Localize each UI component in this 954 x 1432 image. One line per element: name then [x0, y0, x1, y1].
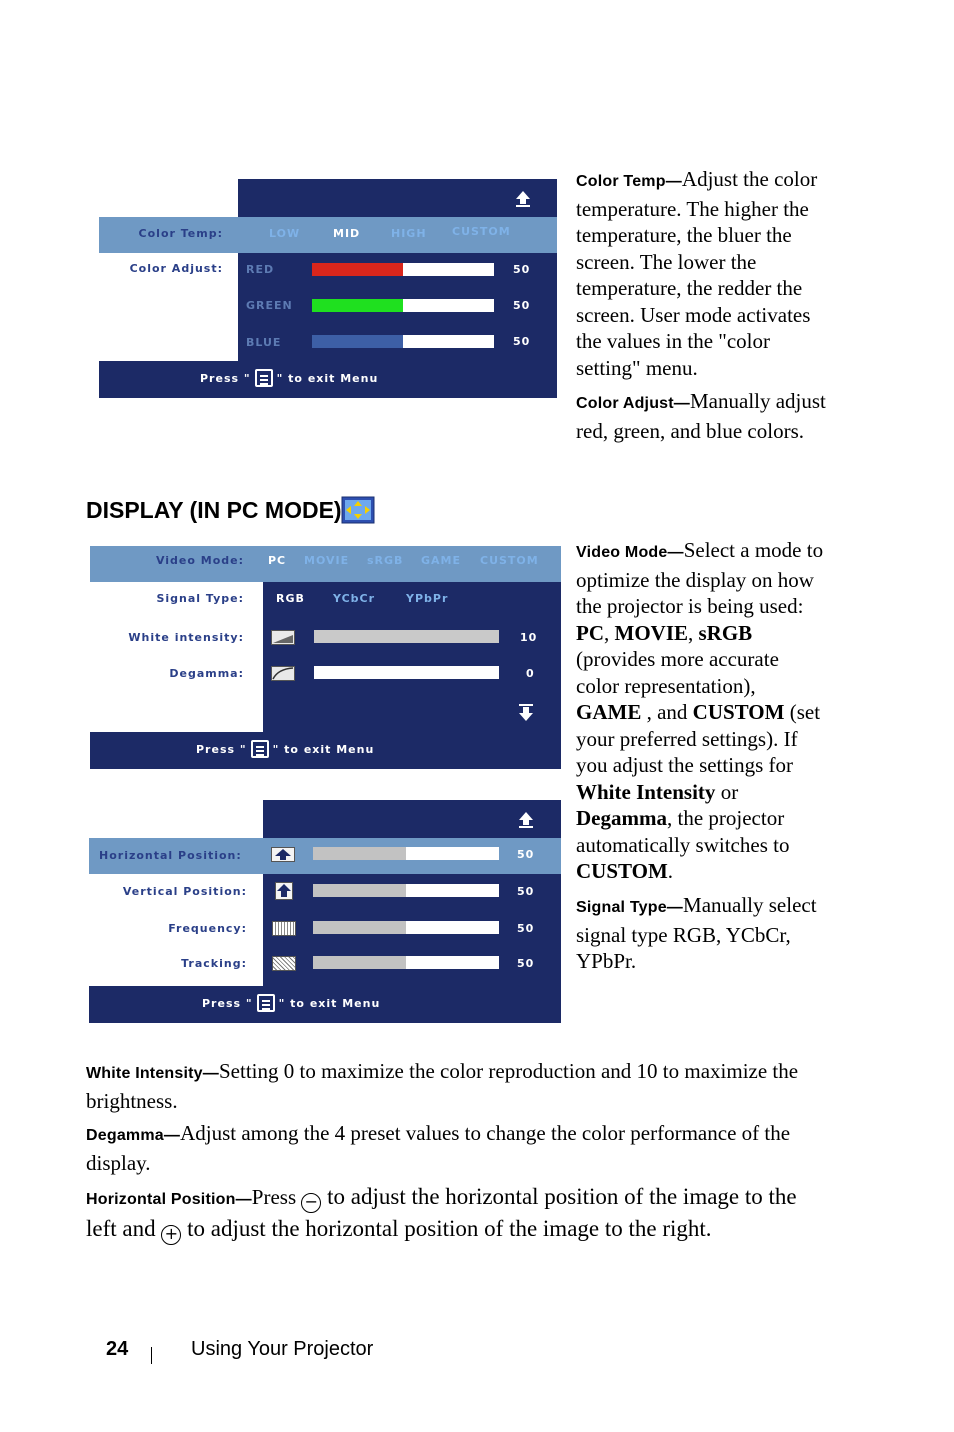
footer-divider	[151, 1347, 152, 1364]
horizontal-position-slider[interactable]	[313, 847, 499, 860]
green-slider-fill	[312, 299, 403, 312]
signal-type-option-rgb[interactable]: RGB	[276, 592, 305, 605]
color-temp-term: Color Temp—	[576, 173, 682, 190]
vertical-position-icon	[275, 882, 293, 900]
degamma-paragraph	[86, 1120, 826, 1176]
exit-tail-text: " to exit Menu	[276, 371, 379, 385]
video-mode-text-5: , the projector automatically switches to	[576, 806, 790, 857]
menu-button-icon	[255, 369, 273, 387]
channel-label-blue: BLUE	[246, 336, 282, 349]
degamma-value: 0	[526, 667, 535, 680]
mode-pc: PC	[576, 620, 604, 645]
blue-slider-fill	[312, 335, 403, 348]
color-temp-option-mid[interactable]: MID	[333, 227, 361, 240]
video-mode-paragraph: Video Mode—Select a mode to optimize the display on how the projector is being used: PC, MOVIE, sRGB (provides more accurate color representation), GAME , and CUSTOM (set your preferred settings). If you adjust the settings for White Intensity or Degamma, the projector automatically switches to CUSTOM.	[576, 538, 824, 883]
video-mode-option-game[interactable]: GAME	[421, 554, 462, 567]
white-intensity-slider-fill	[314, 630, 499, 643]
degamma-ref: Degamma	[576, 806, 667, 830]
color-temp-option-high[interactable]: HIGH	[391, 227, 427, 240]
white-intensity-paragraph	[86, 1058, 826, 1114]
vertical-position-value: 50	[517, 885, 535, 898]
exit-hint	[200, 369, 378, 387]
exit-press-text: Press "	[196, 742, 247, 756]
display-settings-icon	[341, 496, 375, 524]
video-mode-option-pc[interactable]: PC	[268, 554, 287, 567]
horizontal-position-label: Horizontal Position:	[99, 849, 242, 862]
hpos-text-2: to adjust the horizontal position of the image to the left and	[86, 1184, 797, 1241]
signal-type-label: Signal Type:	[156, 592, 244, 605]
frequency-slider[interactable]	[313, 921, 499, 934]
white-intensity-slider[interactable]	[314, 630, 499, 643]
color-adjust-paragraph	[576, 388, 826, 444]
green-slider[interactable]	[312, 299, 494, 312]
osd-panel-position	[89, 800, 561, 1023]
white-intensity-description: Setting 0 to maximize the color reproduction and 10 to maximize the brightness.	[86, 1059, 799, 1113]
vertical-position-slider-fill	[313, 884, 406, 897]
color-adjust-label: Color Adjust:	[129, 262, 223, 275]
video-mode-text-1: Select a mode to optimize the display on how the projector is being used:	[576, 538, 824, 618]
red-value: 50	[513, 263, 531, 276]
horizontal-position-paragraph	[86, 1182, 831, 1245]
white-intensity-term: White Intensity—	[86, 1065, 219, 1082]
blue-slider[interactable]	[312, 335, 494, 348]
frequency-icon	[272, 921, 296, 936]
mode-movie: MOVIE	[614, 620, 688, 645]
osd-panel-color	[99, 179, 557, 398]
horizontal-position-icon	[271, 847, 295, 862]
scroll-up-icon[interactable]	[514, 189, 532, 209]
exit-press-text: Press "	[202, 996, 253, 1010]
color-temp-option-custom[interactable]: CUSTOM	[452, 225, 511, 238]
video-mode-label: Video Mode:	[155, 554, 244, 567]
color-adjust-term: Color Adjust—	[576, 395, 690, 412]
exit-tail-text: " to exit Menu	[278, 996, 381, 1010]
degamma-label: Degamma:	[169, 667, 244, 680]
frequency-label: Frequency:	[168, 922, 247, 935]
tracking-slider[interactable]	[313, 956, 499, 969]
hpos-press: Press	[251, 1185, 302, 1209]
scroll-down-icon[interactable]	[517, 703, 535, 723]
exit-hint	[196, 740, 374, 758]
tracking-label: Tracking:	[181, 957, 247, 970]
tracking-icon	[272, 956, 296, 971]
mode-game: GAME	[576, 700, 642, 724]
panel-top-bar	[238, 179, 557, 217]
menu-button-icon	[251, 740, 269, 758]
white-intensity-label: White intensity:	[128, 631, 244, 644]
video-mode-or: or	[715, 779, 739, 804]
menu-button-icon	[257, 994, 275, 1012]
video-mode-text-2: (provides more accurate color representation),	[576, 647, 779, 698]
blue-value: 50	[513, 335, 531, 348]
tracking-value: 50	[517, 957, 535, 970]
red-slider-fill	[312, 263, 403, 276]
footer-section-title: Using Your Projector	[191, 1338, 374, 1360]
degamma-term: Degamma—	[86, 1127, 181, 1144]
scroll-up-icon[interactable]	[517, 810, 535, 830]
color-adjust-description: Manually adjust red, green, and blue colors.	[576, 389, 826, 443]
mode-custom: CUSTOM	[692, 700, 785, 724]
degamma-slider[interactable]	[314, 666, 499, 679]
minus-button-icon: −	[301, 1193, 321, 1213]
channel-label-red: RED	[246, 263, 275, 276]
color-temp-description: Adjust the color temperature. The higher the temperature, the bluer the screen. The lower the temperature, the redder the screen. User mode activates the values in the "color setting" menu.	[576, 167, 818, 380]
frequency-slider-fill	[313, 921, 406, 934]
vertical-position-label: Vertical Position:	[122, 885, 247, 898]
color-temp-label: Color Temp:	[138, 227, 223, 240]
white-intensity-ref: White Intensity	[576, 779, 716, 804]
color-temp-option-low[interactable]: LOW	[269, 227, 301, 240]
video-mode-option-movie[interactable]: MOVIE	[304, 554, 350, 567]
section-heading	[86, 497, 342, 524]
mode-srgb: sRGB	[698, 620, 753, 645]
white-intensity-value: 10	[520, 631, 538, 644]
channel-label-green: GREEN	[246, 299, 293, 312]
red-slider[interactable]	[312, 263, 494, 276]
color-temp-paragraph	[576, 166, 826, 381]
green-value: 50	[513, 299, 531, 312]
osd-panel-display	[90, 546, 561, 769]
horizontal-position-term: Horizontal Position—	[86, 1191, 252, 1208]
tracking-slider-fill	[313, 956, 406, 969]
signal-type-paragraph	[576, 892, 826, 975]
exit-hint	[202, 994, 380, 1012]
video-mode-term: Video Mode—	[576, 544, 684, 561]
video-mode-option-custom[interactable]: CUSTOM	[480, 554, 539, 567]
plus-button-icon: +	[161, 1225, 181, 1245]
page-number: 24	[106, 1338, 129, 1360]
mode-custom-2: CUSTOM	[576, 859, 668, 883]
horizontal-position-value: 50	[517, 848, 535, 861]
hpos-text-3: to adjust the horizontal position of the image to the right.	[181, 1216, 712, 1241]
video-mode-option-srgb[interactable]: sRGB	[367, 554, 404, 567]
video-mode-text-3: , and	[641, 700, 693, 724]
signal-type-option-ycbcr[interactable]: YCbCr	[333, 592, 376, 605]
white-intensity-icon	[271, 630, 295, 645]
degamma-icon	[271, 666, 295, 681]
signal-type-term: Signal Type—	[576, 899, 684, 916]
exit-press-text: Press "	[200, 371, 251, 385]
video-mode-text-4: (set your preferred settings). If you adjust the settings for	[576, 700, 821, 777]
section-heading-text: DISPLAY (IN PC MODE)	[86, 497, 342, 523]
exit-tail-text: " to exit Menu	[272, 742, 375, 756]
vertical-position-slider[interactable]	[313, 884, 499, 897]
signal-type-option-ypbpr[interactable]: YPbPr	[406, 592, 449, 605]
signal-type-description: Manually select signal type RGB, YCbCr, YPbPr.	[576, 893, 817, 973]
horizontal-position-slider-fill	[313, 847, 406, 860]
frequency-value: 50	[517, 922, 535, 935]
degamma-description: Adjust among the 4 preset values to change the color performance of the display.	[86, 1121, 791, 1175]
